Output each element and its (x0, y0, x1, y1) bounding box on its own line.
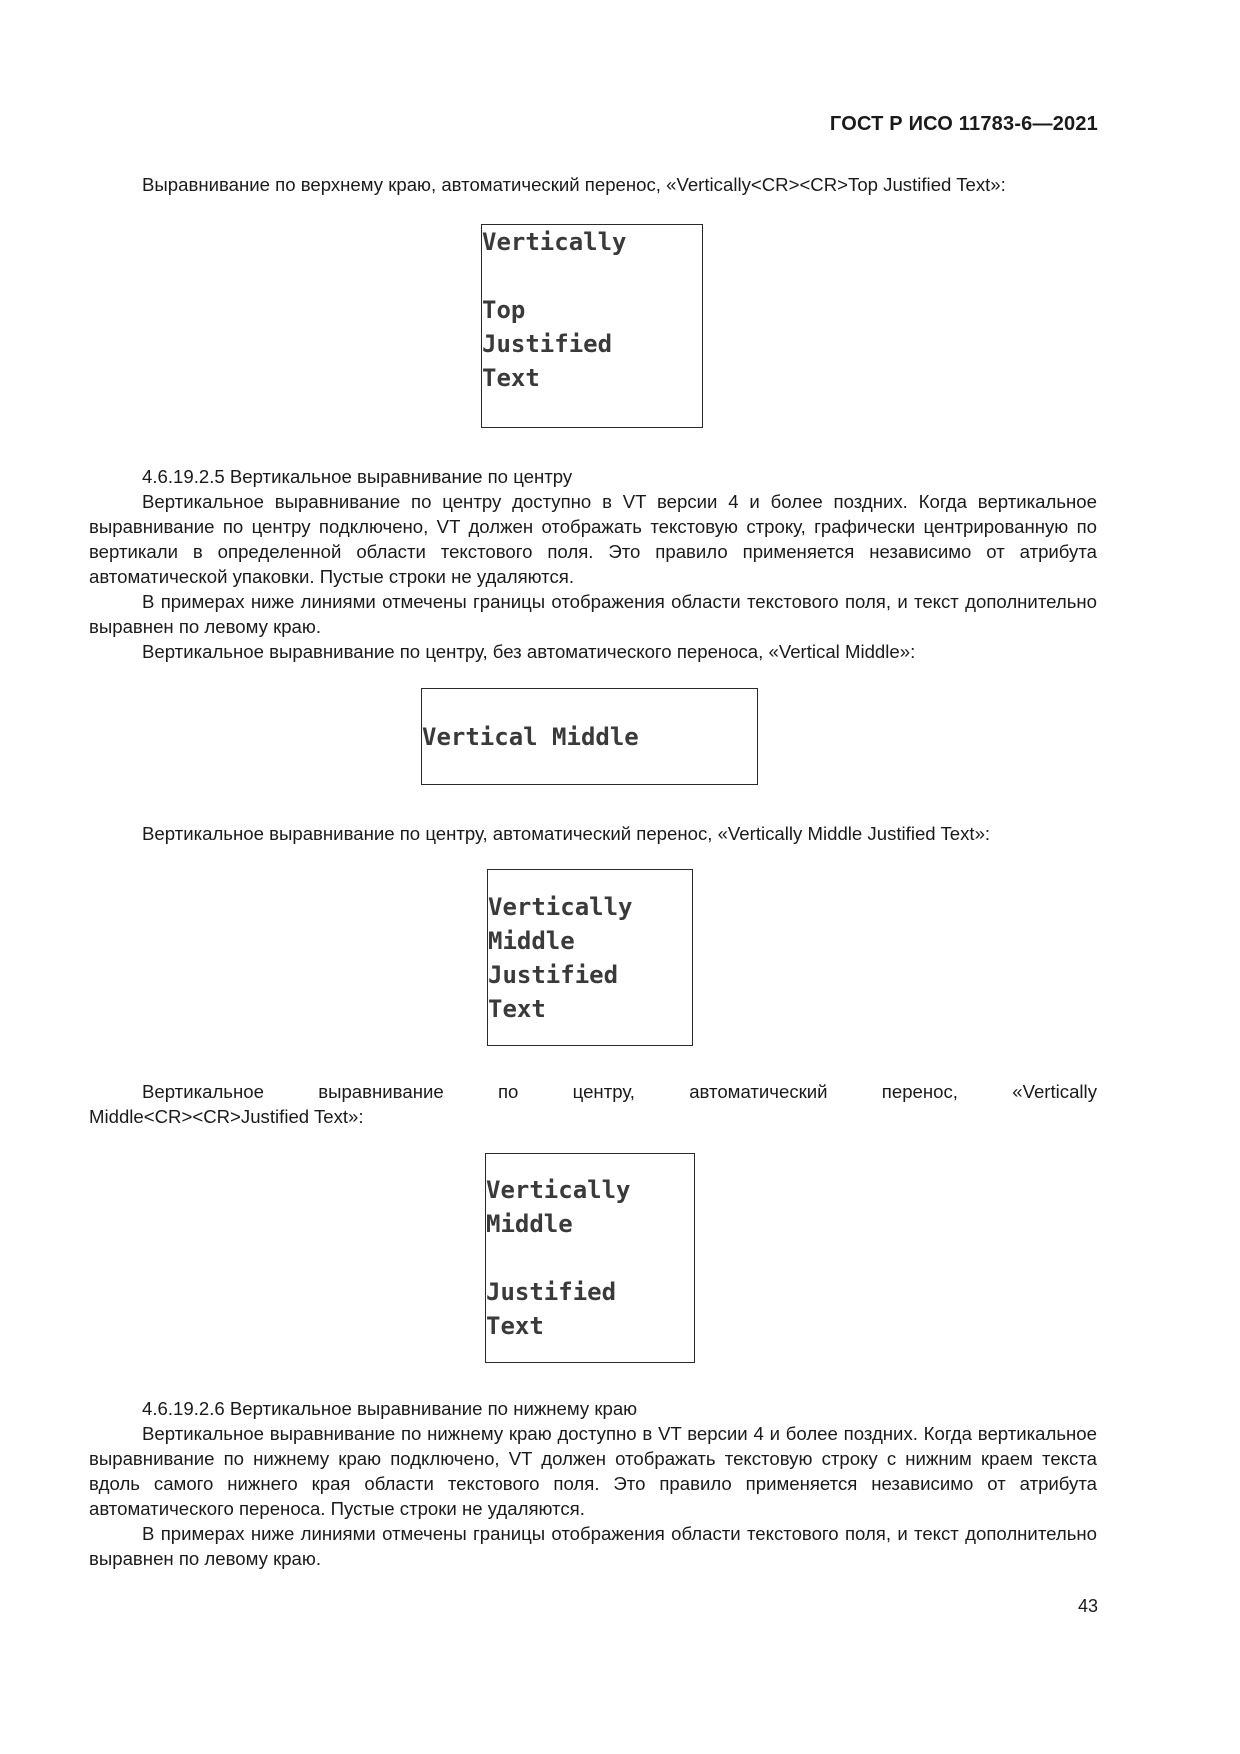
paragraph-center-examples-note: В примерах ниже линиями отмечены границы отображения области текстового поля, и текст дополнительно выравнен по левому краю. (89, 591, 1097, 637)
paragraph-bottom-examples-note: В примерах ниже линиями отмечены границы отображения области текстового поля, и текст дополнительно выравнен по левому краю. (89, 1523, 1097, 1569)
example-line: Text (486, 1312, 544, 1340)
example-line: Top (482, 296, 526, 324)
example-line: Text (482, 364, 540, 392)
example-line: Text (488, 994, 546, 1023)
example-vertical-middle-nowrap-box (421, 688, 758, 785)
example-line: Justified (486, 1278, 617, 1306)
example-vertical-middle-cr-box (485, 1153, 695, 1363)
section-heading-bottom: 4.6.19.2.6 Вертикальное выравнивание по нижнему краю (142, 1398, 638, 1419)
document-header: ГОСТ Р ИСО 11783-6—2021 (829, 113, 1098, 135)
caption-vertical-middle-wrap: Вертикальное выравнивание по центру, автоматический перенос, «Vertically Middle Justified Text»: (142, 823, 991, 844)
example-line: Vertical Middle (422, 722, 639, 751)
paragraph-center-description: Вертикальное выравнивание по центру доступно в VT версии 4 и более поздних. Когда вертикальное выравнивание по центру подключено, VT должен отображать текстовую строку, графически центрированную по вертикали в определенной области текстового поля. Это правило применяется независимо от атрибута автоматической упаковки. Пустые строки не удаляются. (89, 491, 1097, 587)
section-heading-center: 4.6.19.2.5 Вертикальное выравнивание по центру (142, 466, 573, 487)
example-lines (486, 1173, 631, 1343)
caption-top-justified: Выравнивание по верхнему краю, автоматический перенос, «Vertically<CR><CR>Top Justified Text»: (142, 174, 1006, 195)
page-number: 43 (1077, 1596, 1098, 1616)
example-top-justified-box (481, 224, 703, 428)
example-line (486, 1241, 631, 1275)
caption-vertical-middle-cr-line1: Вертикальное выравнивание по центру, автоматический перенос, «Vertically (142, 1081, 1097, 1102)
example-line: Justified (488, 960, 619, 989)
caption-vertical-middle-nowrap: Вертикальное выравнивание по центру, без автоматического переноса, «Vertical Middle»: (142, 641, 916, 662)
example-line (482, 259, 702, 293)
example-line: Vertically (482, 228, 627, 256)
example-vertical-middle-wrap-box (487, 869, 693, 1046)
example-lines (488, 890, 633, 1026)
example-line: Vertically (486, 1176, 631, 1204)
example-line: Middle (486, 1210, 573, 1238)
example-line: Vertically (488, 892, 633, 921)
example-line: Justified (482, 330, 613, 358)
example-line: Middle (488, 926, 575, 955)
paragraph-bottom-description: Вертикальное выравнивание по нижнему краю доступно в VT версии 4 и более поздних. Когда вертикальное выравнивание по нижнему краю подключено, VT должен отображать текстовую строку с нижним краем текста вдоль самого нижнего края области текстового поля. Это правило применяется независимо от атрибута автоматического переноса. Пустые строки не удаляются. (89, 1423, 1097, 1519)
caption-vertical-middle-cr-line2: Middle<CR><CR>Justified Text»: (89, 1106, 364, 1127)
